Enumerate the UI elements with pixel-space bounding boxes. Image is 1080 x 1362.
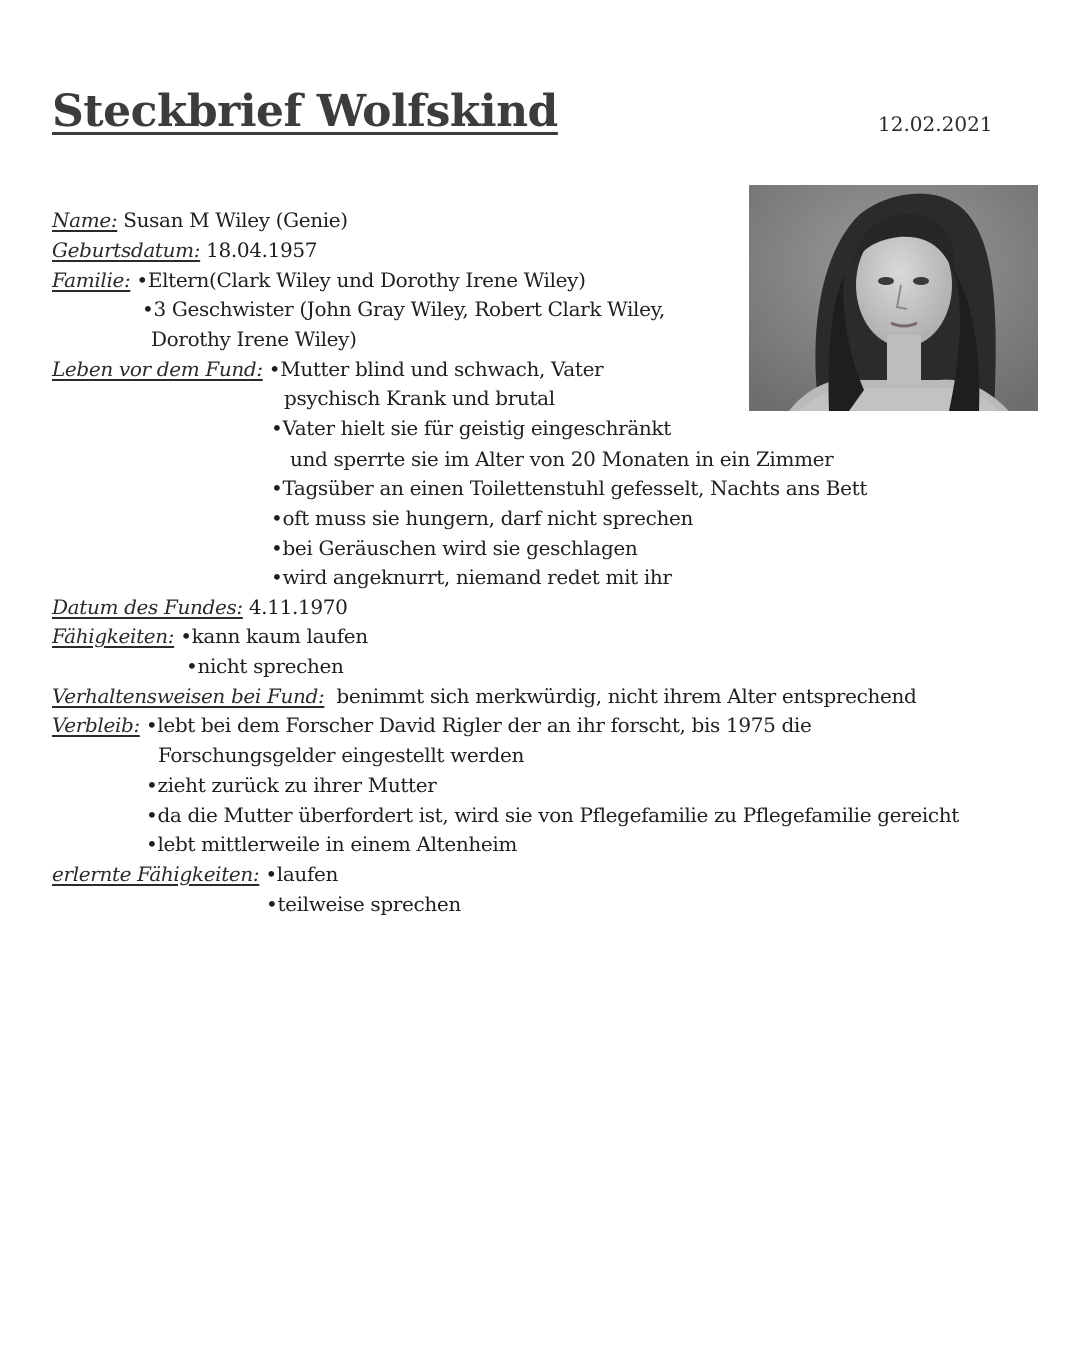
- value-name: Susan M Wiley (Genie): [123, 208, 348, 232]
- life-line-2: psychisch Krank und brutal: [284, 386, 555, 410]
- label-learned-abilities: erlernte Fähigkeiten:: [52, 862, 260, 886]
- label-found-date: Datum des Fundes:: [52, 595, 243, 619]
- life-line-8: •wird angeknurrt, niemand redet mit ihr: [271, 565, 672, 589]
- field-life-before: [52, 357, 603, 381]
- label-behavior: Verhaltensweisen bei Fund:: [52, 684, 325, 708]
- abilities-line-1: •kann kaum laufen: [180, 624, 368, 648]
- label-name: Name:: [52, 208, 118, 232]
- whereabouts-line-5: •lebt mittlerweile in einem Altenheim: [146, 832, 518, 856]
- life-line-5: •Tagsüber an einen Toilettenstuhl gefesselt, Nachts ans Bett: [271, 476, 868, 500]
- family-line-3: Dorothy Irene Wiley): [151, 327, 357, 351]
- field-whereabouts: [52, 713, 811, 737]
- life-line-7: •bei Geräuschen wird sie geschlagen: [271, 536, 638, 560]
- portrait-photo: [749, 185, 1038, 411]
- document-date: 12.02.2021: [878, 112, 993, 136]
- label-whereabouts: Verbleib:: [52, 713, 140, 737]
- value-birthdate: 18.04.1957: [206, 238, 318, 262]
- whereabouts-line-4: •da die Mutter überfordert ist, wird sie von Pflegefamilie zu Pflegefamilie gereicht: [146, 803, 959, 827]
- learned-line-2: •teilweise sprechen: [266, 892, 461, 916]
- label-abilities: Fähigkeiten:: [52, 624, 175, 648]
- page-title: Steckbrief Wolfskind: [52, 86, 558, 137]
- field-learned-abilities: [52, 862, 338, 886]
- whereabouts-line-2: Forschungsgelder eingestellt werden: [158, 743, 525, 767]
- field-name: [52, 208, 348, 232]
- whereabouts-line-1: •lebt bei dem Forscher David Rigler der an ihr forscht, bis 1975 die: [145, 713, 812, 737]
- field-family: [52, 268, 586, 292]
- life-line-6: •oft muss sie hungern, darf nicht sprechen: [271, 506, 694, 530]
- abilities-line-2: •nicht sprechen: [186, 654, 344, 678]
- life-line-1: •Mutter blind und schwach, Vater: [268, 357, 604, 381]
- value-found-date: 4.11.1970: [248, 595, 348, 619]
- family-line-1: •Eltern(Clark Wiley und Dorothy Irene Wiley): [136, 268, 586, 292]
- field-behavior: [52, 684, 916, 708]
- life-line-4: und sperrte sie im Alter von 20 Monaten in ein Zimmer: [290, 447, 834, 471]
- field-found-date: [52, 595, 347, 619]
- learned-line-1: •laufen: [265, 862, 339, 886]
- label-family: Familie:: [52, 268, 131, 292]
- life-line-3: •Vater hielt sie für geistig eingeschränkt: [271, 416, 671, 440]
- field-birthdate: [52, 238, 317, 262]
- family-line-2: •3 Geschwister (John Gray Wiley, Robert Clark Wiley,: [142, 297, 665, 321]
- whereabouts-line-3: •zieht zurück zu ihrer Mutter: [146, 773, 437, 797]
- value-behavior: benimmt sich merkwürdig, nicht ihrem Alter entsprechend: [336, 684, 917, 708]
- field-abilities: [52, 624, 368, 648]
- label-birthdate: Geburtsdatum:: [52, 238, 201, 262]
- label-life-before: Leben vor dem Fund:: [52, 357, 263, 381]
